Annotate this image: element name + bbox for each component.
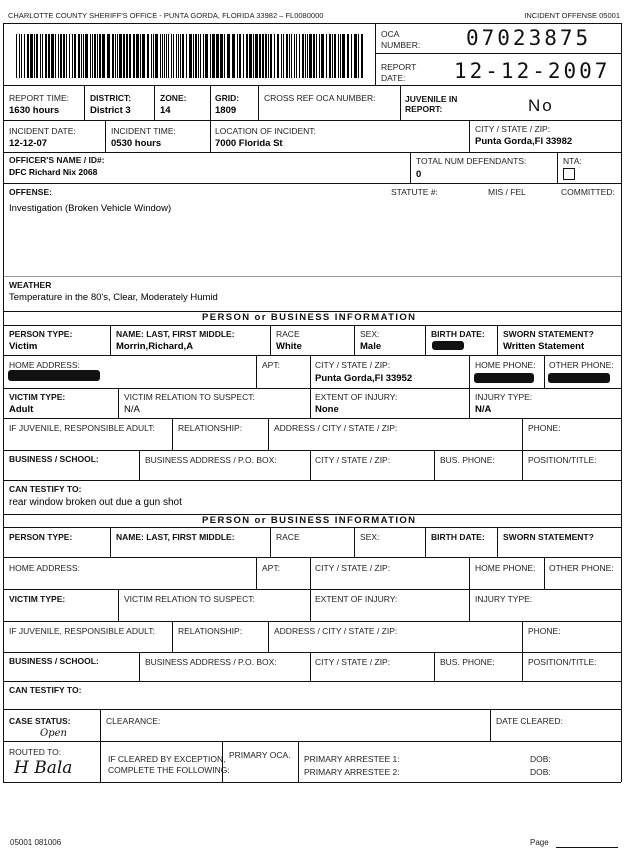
report-time: 1630 hours: [9, 105, 60, 116]
incident-time: 0530 hours: [111, 138, 162, 149]
committed-label: COMMITTED:: [561, 187, 615, 197]
agency-name: CHARLOTTE COUNTY SHERIFF'S OFFICE - PUNTA GORDA, FLORIDA 33982 – FL0080000: [8, 11, 324, 20]
officer-label: OFFICER'S NAME / ID#:: [9, 155, 105, 165]
redacted-home-phone: [474, 373, 534, 383]
business-address-label: BUSINESS ADDRESS / P.O. BOX:: [145, 455, 277, 465]
extent-label: EXTENT OF INJURY:: [315, 392, 398, 402]
location-label: LOCATION OF INCIDENT:: [215, 126, 316, 136]
district-label: DISTRICT:: [90, 93, 132, 103]
business-csz-label: CITY / STATE / ZIP:: [315, 455, 391, 465]
exception-line1: IF CLEARED BY EXCEPTION,: [108, 754, 226, 764]
district: District 3: [90, 105, 131, 116]
business-csz-label-2: CITY / STATE / ZIP:: [315, 657, 391, 667]
sex-label: SEX:: [360, 329, 380, 339]
incident-csz-label: CITY / STATE / ZIP:: [475, 124, 551, 134]
dob1-label: DOB:: [530, 754, 551, 764]
race-label-2: RACE: [276, 532, 300, 542]
juvenile-adult-label: IF JUVENILE, RESPONSIBLE ADULT:: [9, 423, 155, 433]
can-testify-label-2: CAN TESTIFY TO:: [9, 685, 82, 695]
race: White: [276, 341, 302, 352]
sex-label-2: SEX:: [360, 532, 380, 542]
person-type-label-2: PERSON TYPE:: [9, 532, 73, 542]
defendants-label: TOTAL NUM DEFENDANTS:: [416, 156, 527, 166]
home-phone-label: HOME PHONE:: [475, 360, 536, 370]
dob2-label: DOB:: [530, 767, 551, 777]
home-phone-label-2: HOME PHONE:: [475, 563, 536, 573]
relationship-label-2: RELATIONSHIP:: [178, 626, 243, 636]
form-title: INCIDENT OFFENSE 05001: [524, 11, 620, 20]
csz-label-2: CITY / STATE / ZIP:: [315, 563, 391, 573]
section-title-1: PERSON or BUSINESS INFORMATION: [202, 312, 417, 323]
grid-label: GRID:: [215, 93, 240, 103]
redacted-other-phone: [548, 373, 610, 383]
name-label: NAME: LAST, FIRST MIDDLE:: [116, 329, 235, 339]
juvenile-adult-label-2: IF JUVENILE, RESPONSIBLE ADULT:: [9, 626, 155, 636]
officer: DFC Richard Nix 2068: [9, 167, 98, 177]
report-date-label: REPORT DATE:: [381, 62, 417, 83]
juvenile-label: JUVENILE IN REPORT:: [405, 94, 458, 115]
weather-text: Temperature in the 80's, Clear, Moderately Humid: [9, 292, 218, 303]
apt-label-2: APT:: [262, 563, 280, 573]
birth-date-label: BIRTH DATE:: [431, 329, 485, 339]
person-type-label: PERSON TYPE:: [9, 329, 73, 339]
relationship-label: RELATIONSHIP:: [178, 423, 243, 433]
sex: Male: [360, 341, 382, 352]
incident-csz: Punta Gorda,Fl 33982: [475, 136, 573, 147]
offense-text: Investigation (Broken Vehicle Window): [9, 203, 172, 214]
address-csz-label: ADDRESS / CITY / STATE / ZIP:: [274, 423, 398, 433]
position-label-2: POSITION/TITLE:: [528, 657, 597, 667]
business-address-label-2: BUSINESS ADDRESS / P.O. BOX:: [145, 657, 277, 667]
phone-label-2: PHONE:: [528, 626, 561, 636]
victim-type: Adult: [9, 404, 34, 415]
csz-label: CITY / STATE / ZIP:: [315, 360, 391, 370]
injury-type-label-2: INJURY TYPE:: [475, 594, 533, 604]
statute-label: STATUTE #:: [391, 187, 438, 197]
redacted-address: [8, 370, 100, 381]
case-status: Open: [40, 728, 67, 739]
injury-type-label: INJURY TYPE:: [475, 392, 533, 402]
page-label: Page: [530, 838, 549, 847]
home-address-label-2: HOME ADDRESS:: [9, 563, 80, 573]
zone: 14: [160, 105, 171, 116]
report-time-label: REPORT TIME:: [9, 93, 69, 103]
victim-type-label-2: VICTIM TYPE:: [9, 594, 66, 604]
arrestee1-label: PRIMARY ARRESTEE 1:: [304, 754, 400, 764]
person-type: Victim: [9, 341, 38, 352]
section-title-2: PERSON or BUSINESS INFORMATION: [202, 515, 417, 526]
clearance-label: CLEARANCE:: [106, 716, 161, 726]
injury-type: N/A: [475, 404, 492, 415]
incident-date: 12-12-07: [9, 138, 48, 149]
can-testify: rear window broken out due a gun shot: [9, 497, 182, 508]
nta-checkbox[interactable]: [563, 168, 575, 180]
oca-label: OCA NUMBER:: [381, 29, 421, 50]
sworn-label-2: SWORN STATEMENT?: [503, 532, 594, 542]
barcode: [16, 34, 364, 78]
name-label-2: NAME: LAST, FIRST MIDDLE:: [116, 532, 235, 542]
defendants: 0: [416, 169, 422, 180]
phone-label: PHONE:: [528, 423, 561, 433]
date-cleared-label: DATE CLEARED:: [496, 716, 563, 726]
location: 7000 Florida St: [215, 138, 283, 149]
nta-label: NTA:: [563, 156, 582, 166]
business-label-2: BUSINESS / SCHOOL:: [9, 656, 99, 666]
extent-label-2: EXTENT OF INJURY:: [315, 594, 398, 604]
form-code: 05001 081006: [10, 838, 62, 847]
redacted-birth-date: [432, 341, 464, 350]
routed-signature: H Bala: [14, 758, 73, 778]
race-label: RACE: [276, 329, 300, 339]
person-csz: Punta Gorda,Fl 33952: [315, 373, 413, 384]
other-phone-label: OTHER PHONE:: [549, 360, 614, 370]
arrestee2-label: PRIMARY ARRESTEE 2:: [304, 767, 400, 777]
oca-number: 07023875: [466, 26, 592, 50]
other-phone-label-2: OTHER PHONE:: [549, 563, 614, 573]
case-status-label: CASE STATUS:: [9, 716, 71, 726]
birth-date-label-2: BIRTH DATE:: [431, 532, 485, 542]
can-testify-label: CAN TESTIFY TO:: [9, 484, 82, 494]
address-csz-label-2: ADDRESS / CITY / STATE / ZIP:: [274, 626, 398, 636]
incident-date-label: INCIDENT DATE:: [9, 126, 76, 136]
sworn: Written Statement: [503, 341, 585, 352]
position-label: POSITION/TITLE:: [528, 455, 597, 465]
page-number-line: [556, 847, 618, 848]
victim-relation-label-2: VICTIM RELATION TO SUSPECT:: [124, 594, 255, 604]
routed-label: ROUTED TO:: [9, 747, 62, 757]
zone-label: ZONE:: [160, 93, 187, 103]
victim-type-label: VICTIM TYPE:: [9, 392, 66, 402]
report-date: 12-12-2007: [454, 59, 611, 83]
misfel-label: MIS / FEL: [488, 187, 526, 197]
business-label: BUSINESS / SCHOOL:: [9, 454, 99, 464]
primary-oca-label: PRIMARY OCA.: [229, 750, 291, 760]
bus-phone-label-2: BUS. PHONE:: [440, 657, 495, 667]
incident-time-label: INCIDENT TIME:: [111, 126, 176, 136]
grid: 1809: [215, 105, 237, 116]
sworn-label: SWORN STATEMENT?: [503, 329, 594, 339]
victim-relation-label: VICTIM RELATION TO SUSPECT:: [124, 392, 255, 402]
extent: None: [315, 404, 339, 415]
offense-label: OFFENSE:: [9, 187, 52, 197]
weather-label: WEATHER: [9, 280, 52, 290]
home-address-label: HOME ADDRESS:: [9, 360, 80, 370]
person-name: Morrin,Richard,A: [116, 341, 194, 352]
bus-phone-label: BUS. PHONE:: [440, 455, 495, 465]
exception-line2: COMPLETE THE FOLLOWING:: [108, 765, 230, 775]
juvenile-value: No: [528, 96, 554, 115]
apt-label: APT:: [262, 360, 280, 370]
cross-ref-label: CROSS REF OCA NUMBER:: [264, 93, 376, 103]
victim-relation: N/A: [124, 404, 140, 415]
